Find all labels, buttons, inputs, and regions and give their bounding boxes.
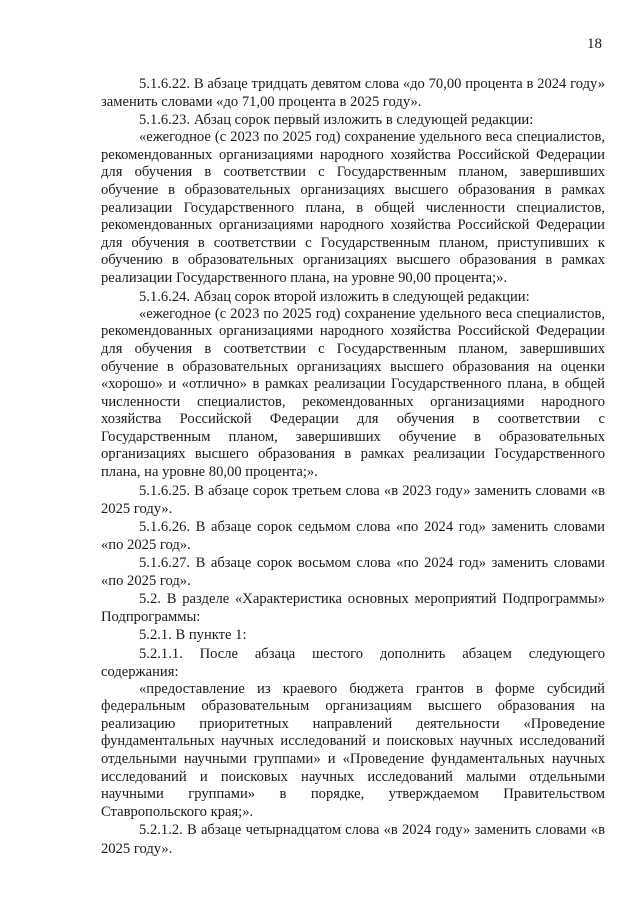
paragraph-quote-grants: «предоставление из краевого бюджета грантов в форме субсидий федеральным образовательным организациям высшего образования на реализацию приоритетных направлений деятельности «Проведение фундаментальных научных исследований и поисковых научных исследований отдельными научными группами» и «Проведение фундаментальных научных исследований и поисковых научных исследований малыми отдельными научными группами» в порядке, утверждаемом Правительством Ставропольского края;». [101,680,605,820]
paragraph-5-1-6-24: 5.1.6.24. Абзац сорок второй изложить в следующей редакции: [139,288,530,305]
document-body [101,75,605,858]
paragraph-5-1-6-27: 5.1.6.27. В абзаце сорок восьмом слова «по 2024 год» заменить словами «по 2025 год». [101,555,605,590]
paragraph-quote-42: «ежегодное (с 2023 по 2025 год) сохранение удельного веса специалистов, рекомендованных организациями народного хозяйства Российской Федерации для обучения в соответствии с Государственным планом, завершивших обучение в образовательных организациях высшего образования на оценки «хорошо» и «отлично» в рамках реализации Государственного плана, в общей численности специалистов, рекомендованных организациями народного хозяйства Российской Федерации для обучения в соответствии с Государственным планом, завершивших обучение в образовательных организациях высшего образования в рамках реализации Государственного плана, на уровне 80,00 процента;». [101,305,605,481]
paragraph-5-1-6-26: 5.1.6.26. В абзаце сорок седьмом слова «по 2024 год» заменить словами «по 2025 год». [101,518,605,553]
paragraph-quote-41: «ежегодное (с 2023 по 2025 год) сохранение удельного веса специалистов, рекомендованных организациями народного хозяйства Российской Федерации для обучения в соответствии с Государственным планом, завершивших обучение в образовательных организациях высшего образования в рамках реализации Государственного плана, в общей численности специалистов, рекомендованных организациями народного хозяйства Российской Федерации для обучения в соответствии с Государственным планом, приступивших к обучению в образовательных организациях высшего образования в рамках реализации Государственного плана, на уровне 90,00 процента;». [101,129,605,287]
page-number: 18 [587,36,602,52]
paragraph-5-1-6-22: 5.1.6.22. В абзаце тридцать девятом слова «до 70,00 процента в 2024 году» заменить словами «до 71,00 процента в 2025 году». [101,76,605,111]
paragraph-5-2-1-2: 5.2.1.2. В абзаце четырнадцатом слова «в 2024 году» заменить словами «в 2025 году». [101,822,605,857]
paragraph-5-2-1: 5.2.1. В пункте 1: [139,627,247,644]
paragraph-5-1-6-25: 5.1.6.25. В абзаце сорок третьем слова «в 2023 году» заменить словами «в 2025 году». [101,482,605,517]
paragraph-5-1-6-23: 5.1.6.23. Абзац сорок первый изложить в следующей редакции: [139,112,534,129]
paragraph-5-2: 5.2. В разделе «Характеристика основных мероприятий Подпрограммы» Подпрограммы: [101,591,605,626]
paragraph-5-2-1-1: 5.2.1.1. После абзаца шестого дополнить абзацем следующего содержания: [101,645,605,680]
